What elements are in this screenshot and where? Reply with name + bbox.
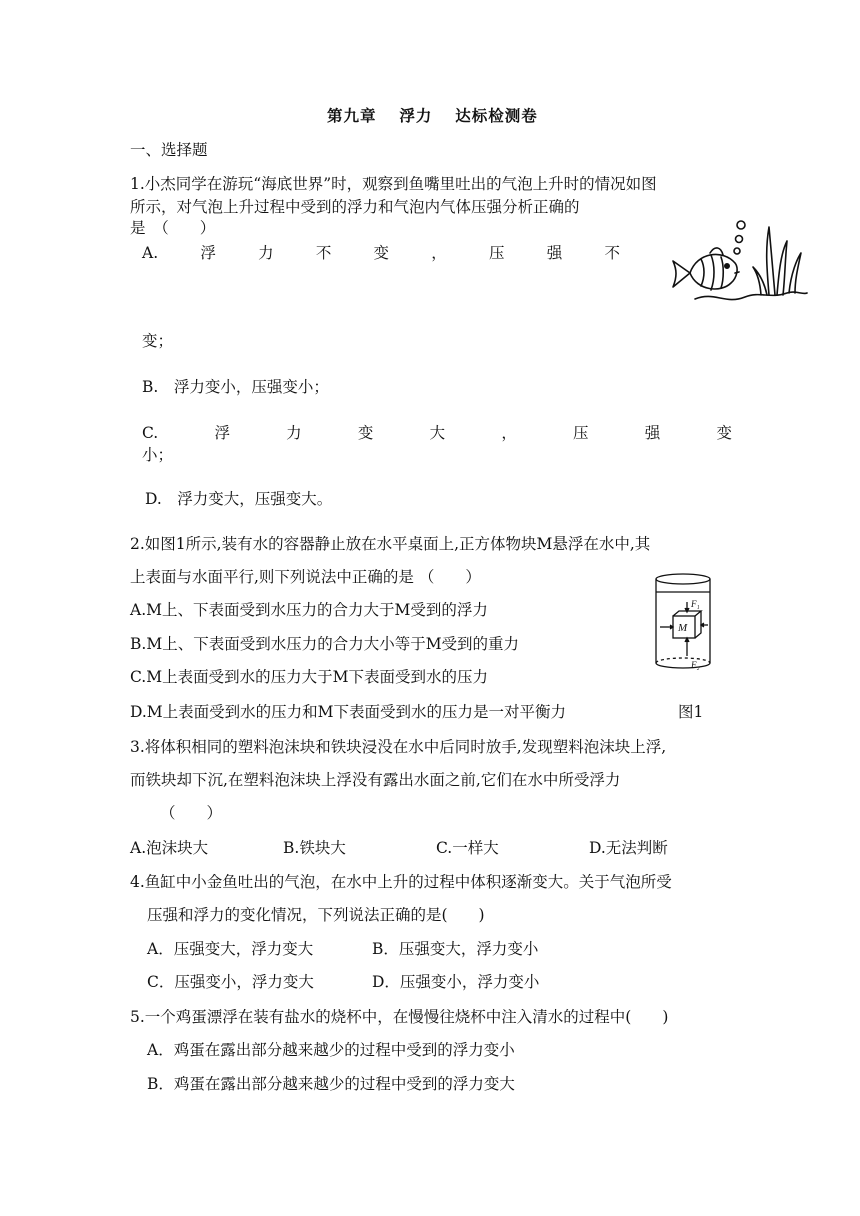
q3-option-b: B.铁块大 bbox=[283, 839, 346, 857]
q4-option-d: D．压强变小，浮力变小 bbox=[372, 973, 540, 991]
q2-stem-line2: 上表面与水面平行,则下列说法中正确的是 （ ） bbox=[130, 568, 481, 586]
seafloor-line bbox=[695, 292, 807, 300]
q1-stem-line3: 是 （ ） bbox=[130, 219, 216, 237]
q3-option-d: D.无法判断 bbox=[589, 839, 668, 857]
q3-stem-line3: （ ） bbox=[160, 804, 223, 822]
q1-option-c-cell: 浮 bbox=[214, 424, 230, 442]
figure-1-caption: 图1 bbox=[678, 703, 704, 721]
section-heading: 一、选择题 bbox=[130, 141, 208, 159]
q1-option-a-cell: 浮 bbox=[200, 244, 216, 262]
q1-stem-line1: 1.小杰同学在游玩“海底世界”时，观察到鱼嘴里吐出的气泡上升时的情况如图 bbox=[130, 175, 657, 193]
bubble-icon bbox=[737, 221, 745, 229]
seaweed bbox=[789, 253, 801, 293]
bubble-icon bbox=[736, 236, 743, 243]
q1-option-c-cell: 变 bbox=[357, 424, 374, 442]
block-label: M bbox=[678, 622, 688, 634]
q4-stem-line1: 4.鱼缸中小金鱼吐出的气泡，在水中上升的过程中体积逐渐变大。关于气泡所受 bbox=[130, 873, 672, 891]
q1-option-c-cell: 压 bbox=[573, 424, 589, 442]
q1-option-c-cell: ， bbox=[501, 424, 517, 442]
fish-tail bbox=[673, 261, 690, 287]
fish-illustration bbox=[665, 215, 810, 315]
force-f1-label: F₁ bbox=[691, 599, 700, 609]
seaweed bbox=[767, 227, 775, 295]
q1-option-a-cell: 压 bbox=[489, 244, 505, 262]
q1-stem-line2: 所示，对气泡上升过程中受到的浮力和气泡内气体压强分析正确的 bbox=[130, 198, 580, 216]
q1-option-c bbox=[142, 423, 732, 443]
q4-option-b: B．压强变大，浮力变小 bbox=[372, 940, 539, 958]
q1-option-c-cell: C. bbox=[142, 424, 159, 442]
seaweed bbox=[777, 241, 787, 295]
q3-option-a: A.泡沫块大 bbox=[130, 839, 209, 857]
q2-option-a: A.M上、下表面受到水压力的合力大于M受到的浮力 bbox=[130, 601, 488, 619]
force-f2-label: F₂ bbox=[691, 660, 700, 670]
q3-stem-line2: 而铁块却下沉,在塑料泡沫块上浮没有露出水面之前,它们在水中所受浮力 bbox=[130, 771, 621, 789]
q2-option-d: D.M上表面受到水的压力和M下表面受到水的压力是一对平衡力 bbox=[130, 703, 567, 721]
q1-option-d: D. 浮力变大，压强变大。 bbox=[145, 490, 333, 508]
q1-option-b: B. 浮力变小，压强变小； bbox=[142, 378, 329, 396]
q1-option-a-cell: 变 bbox=[373, 244, 390, 262]
q1-option-c-cell: 变 bbox=[716, 424, 732, 442]
q5-stem-line1: 5.一个鸡蛋漂浮在装有盐水的烧杯中，在慢慢往烧杯中注入清水的过程中( ) bbox=[130, 1008, 669, 1026]
q2-option-b: B.M上、下表面受到水压力的合力大小等于M受到的重力 bbox=[130, 635, 520, 653]
q2-option-c: C.M上表面受到水的压力大于M下表面受到水的压力 bbox=[130, 668, 488, 686]
q1-option-c-cell: 力 bbox=[286, 424, 302, 442]
q2-stem-line1: 2.如图1所示,装有水的容器静止放在水平桌面上,正方体物块M悬浮在水中,其 bbox=[130, 535, 651, 553]
bubble-icon bbox=[734, 248, 740, 254]
q1-option-a-continued: 变； bbox=[142, 332, 174, 350]
q1-option-c-cell: 强 bbox=[644, 424, 661, 442]
q4-option-a: A．压强变大，浮力变大 bbox=[147, 940, 314, 958]
q3-stem-line1: 3.将体积相同的塑料泡沫块和铁块浸没在水中后同时放手,发现塑料泡沫块上浮, bbox=[130, 738, 667, 756]
seaweed bbox=[753, 267, 767, 295]
q1-option-a-cell: A. bbox=[142, 244, 159, 262]
q1-option-a-cell: 不 bbox=[604, 244, 620, 262]
q1-option-c-cell: 大 bbox=[429, 424, 446, 442]
q5-option-a: A．鸡蛋在露出部分越来越少的过程中受到的浮力变小 bbox=[147, 1041, 515, 1059]
q1-option-a bbox=[142, 243, 620, 263]
q1-option-a-cell: 力 bbox=[258, 244, 274, 262]
q1-option-a-cell: 强 bbox=[546, 244, 563, 262]
container-diagram bbox=[650, 570, 720, 675]
q5-option-b: B．鸡蛋在露出部分越来越少的过程中受到的浮力变大 bbox=[147, 1075, 515, 1093]
q3-option-c: C.一样大 bbox=[436, 839, 499, 857]
q4-option-c: C．压强变小，浮力变大 bbox=[147, 973, 314, 991]
q1-option-a-cell: 不 bbox=[315, 244, 332, 262]
q1-option-c-continued: 小； bbox=[142, 446, 174, 464]
q1-option-a-cell: ， bbox=[431, 244, 447, 262]
q4-stem-line2: 压强和浮力的变化情况，下列说法正确的是( ) bbox=[147, 906, 485, 924]
page-title: 第九章 浮力 达标检测卷 bbox=[327, 106, 538, 125]
